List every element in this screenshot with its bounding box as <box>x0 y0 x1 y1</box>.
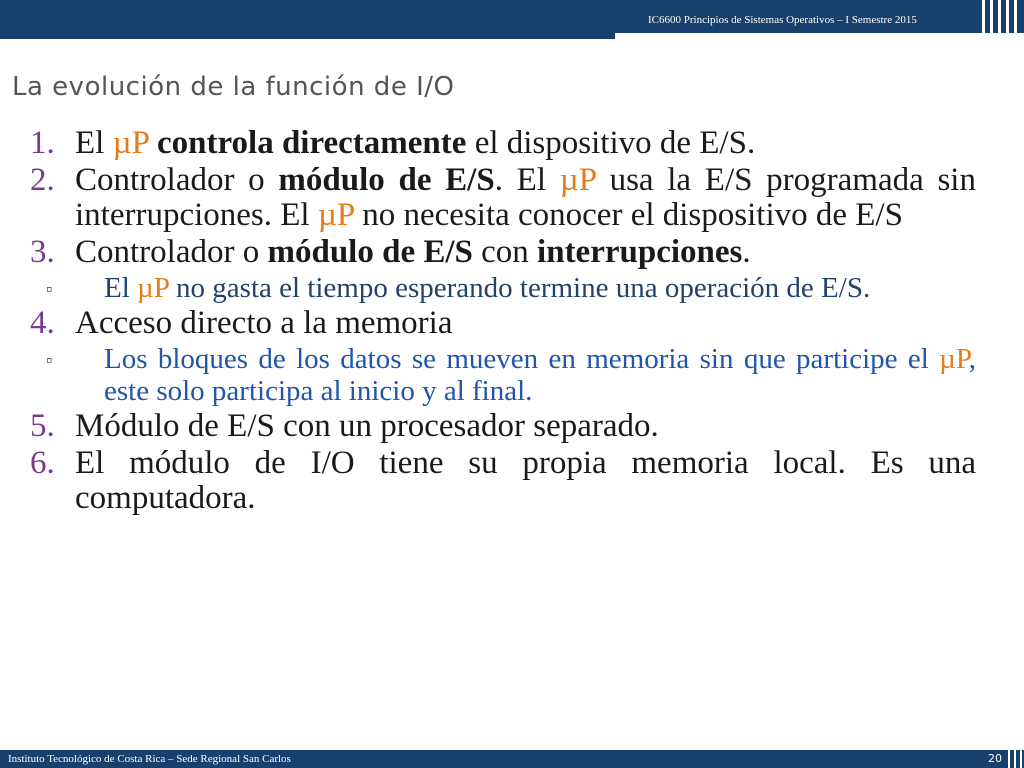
bold-term: módulo de E/S <box>267 234 473 270</box>
square-bullet-icon: ▫ <box>46 350 53 370</box>
bold-term: interrupciones <box>537 234 743 270</box>
item-text: con <box>472 234 538 270</box>
item-text: . El <box>494 162 560 198</box>
item-text: Módulo de E/S con un procesador separado. <box>75 408 659 444</box>
item-text: usa la E/S programada sin interrupciones. El <box>75 162 976 233</box>
item-text: Controlador o <box>75 234 268 270</box>
slide-content <box>30 126 976 518</box>
sub-text: no gasta el tiempo esperando termine una operación de E/S. <box>168 272 871 304</box>
item-text: . <box>742 234 751 270</box>
footer-stripes <box>1004 750 1024 768</box>
mu-p-text: µP <box>137 272 169 304</box>
sub-item-text <box>75 272 976 304</box>
mu-p-text: µP <box>317 197 354 233</box>
bold-term: controla directamente <box>156 125 467 161</box>
sub-item-text <box>75 343 976 407</box>
list-item <box>30 446 976 516</box>
footer-institution: Instituto Tecnológico de Costa Rica – Sede Regional San Carlos <box>8 753 291 765</box>
item-text: El <box>75 125 113 161</box>
list-item <box>30 306 976 341</box>
sub-text: Los bloques de los datos se mueven en memoria sin que participe el <box>104 343 940 375</box>
item-text: el dispositivo de E/S. <box>466 125 756 161</box>
list-item <box>30 409 976 444</box>
list-item <box>30 163 976 233</box>
item-text: no necesita conocer el dispositivo de E/S <box>354 197 903 233</box>
item-number: 2. <box>30 162 55 198</box>
item-text: El módulo de I/O tiene su propia memoria local. Es una computadora. <box>75 445 976 516</box>
bold-term: módulo de E/S <box>278 162 495 198</box>
item-number: 6. <box>30 445 55 481</box>
mu-p-text: µP <box>939 343 969 375</box>
header-stripes <box>978 0 1024 33</box>
item-number: 5. <box>30 408 55 444</box>
square-bullet-icon: ▫ <box>46 279 53 299</box>
item-number: 1. <box>30 125 55 161</box>
item-number: 4. <box>30 305 55 341</box>
sub-list-item <box>30 343 976 407</box>
list-item <box>30 126 976 161</box>
slide-title: La evolución de la función de I/O <box>12 72 455 102</box>
item-number: 3. <box>30 234 55 270</box>
page-number: 20 <box>988 752 1002 765</box>
sub-text: El <box>104 272 138 304</box>
mu-p-text: µP <box>112 125 149 161</box>
sub-list-item <box>30 272 976 304</box>
mu-p-text: µP <box>559 162 596 198</box>
course-header: IC6600 Principios de Sistemas Operativos – I Semestre 2015 <box>648 14 917 26</box>
item-text <box>149 125 157 161</box>
sub-text: , este solo participa al inicio y al final. <box>104 343 976 407</box>
list-item <box>30 235 976 270</box>
header-bar-extension <box>0 33 615 39</box>
item-text: Acceso directo a la memoria <box>75 305 453 341</box>
item-text: Controlador o <box>75 162 279 198</box>
